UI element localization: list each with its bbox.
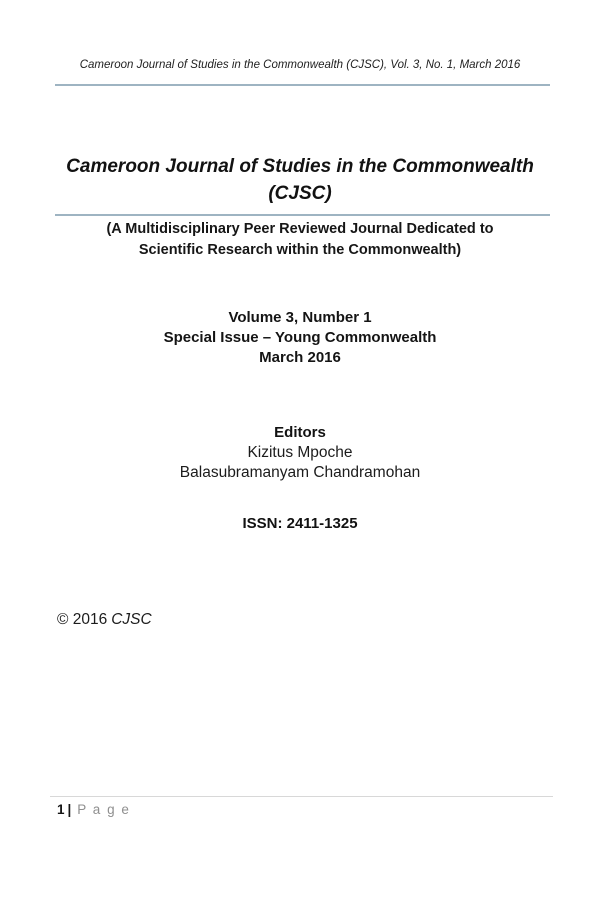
journal-subtitle-line1: (A Multidisciplinary Peer Reviewed Journal Dedicated to [106,221,494,237]
issn: ISSN: 2411-1325 [242,515,358,532]
editor-name: Kizitus Mpoche [247,444,353,461]
issue-info [0,308,600,368]
editors-section [0,423,600,483]
issue-special-title: Special Issue – Young Commonwealth [163,329,437,346]
journal-title [30,153,570,207]
title-rule [55,214,550,216]
issue-date: March 2016 [259,349,341,366]
journal-title-line2: (CJSC) [268,183,332,204]
issue-volume: Volume 3, Number 1 [228,309,372,326]
journal-subtitle [30,219,570,261]
copyright-org: CJSC [111,611,152,628]
page-footer [57,802,130,817]
journal-title-line1: Cameroon Journal of Studies in the Commonwealth [66,156,534,177]
copyright-notice [57,611,152,629]
header-rule [55,84,550,86]
copyright-year: © 2016 [57,611,108,628]
journal-subtitle-line2: Scientific Research within the Commonwealth) [138,242,462,258]
footer-page-label: P a g e [77,802,131,817]
editor-name: Balasubramanyam Chandramohan [179,464,421,481]
footer-rule [50,796,553,797]
editors-heading: Editors [274,424,326,441]
footer-separator: | [67,802,72,817]
running-header: Cameroon Journal of Studies in the Commonwealth (CJSC), Vol. 3, No. 1, March 2016 [79,59,521,71]
page-number: 1 [57,802,65,817]
